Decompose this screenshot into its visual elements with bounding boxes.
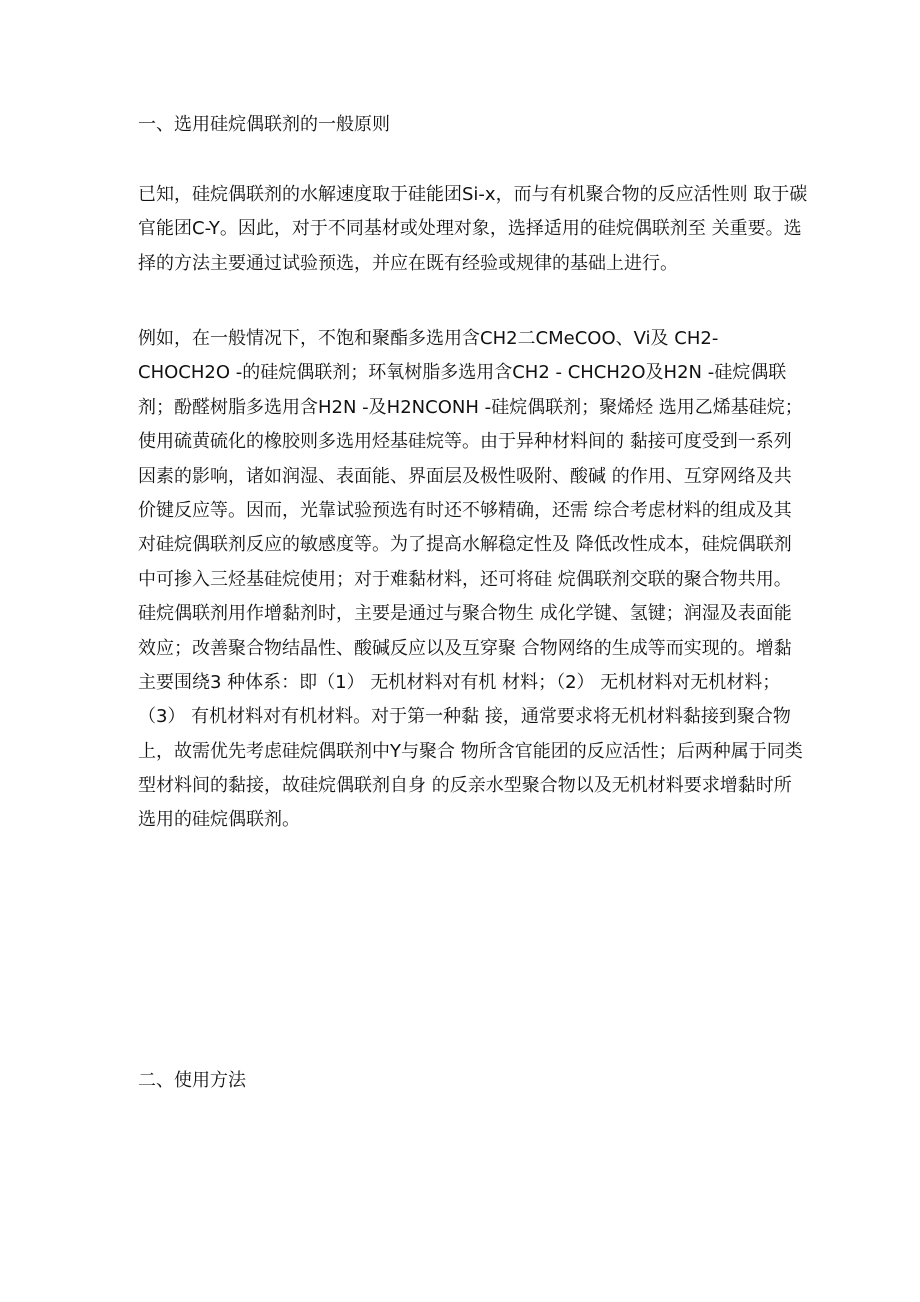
paragraph-2-line: 硅烷偶联剂用作增黏剂时，主要是通过与聚合物生 成化学键、氢键；润湿及表面能: [138, 603, 792, 625]
section-2-heading: 二、使用方法: [138, 1070, 246, 1091]
paragraph-1: [138, 178, 808, 281]
section-1-heading: 一、选用硅烷偶联剂的一般原则: [138, 114, 390, 135]
paragraph-1-line: 择的方法主要通过试验预选，并应在既有经验或规律的基础上进行。: [138, 252, 678, 274]
paragraph-2-line: 剂；酚醛树脂多选用含H2N -及H2NCONH -硅烷偶联剂；聚烯烃 选用乙烯基硅烷；: [138, 396, 803, 418]
paragraph-2-line: CHOCH2O -的硅烷偶联剂；环氧树脂多选用含CH2 - CHCH2O及H2N -硅烷偶联: [138, 362, 787, 384]
paragraph-2-line: [138, 872, 798, 906]
paragraph-2-line: [138, 907, 798, 941]
paragraph-2-line: （3） 有机材料对有机材料。对于第一种黏 接，通常要求将无机材料黏接到聚合物: [138, 706, 791, 728]
paragraph-2-line: 主要围绕3 种体系：即（1） 无机材料对有机 材料；（2） 无机材料对无机材料；: [138, 671, 781, 693]
paragraph-2-line: 因素的影响，诸如润湿、表面能、界面层及极性吸附、酸碱 的作用、互穿网络及共: [138, 465, 792, 487]
paragraph-2-line: 价键反应等。因而，光靠试验预选有时还不够精确，还需 综合考虑材料的组成及其: [138, 499, 792, 521]
paragraph-2-line: 中可掺入三烃基硅烷使用；对于难黏材料，还可将硅 烷偶联剂交联的聚合物共用。: [138, 568, 792, 590]
paragraph-2-line: 效应；改善聚合物结晶性、酸碱反应以及互穿聚 合物网络的生成等而实现的。增黏: [138, 637, 792, 659]
paragraph-2: [138, 322, 803, 1044]
paragraph-2-line: 选用的硅烷偶联剂。: [138, 809, 300, 831]
paragraph-2-line: [138, 1010, 798, 1044]
paragraph-1-line: 官能团C-Y。因此，对于不同基材或处理对象，选择适用的硅烷偶联剂至 关重要。选: [138, 218, 802, 240]
paragraph-2-line: [138, 838, 798, 872]
paragraph-2-line: 型材料间的黏接，故硅烷偶联剂自身 的反亲水型聚合物以及无机材料要求增黏时所: [138, 775, 792, 797]
paragraph-2-line: [138, 941, 798, 975]
paragraph-2-line: 上，故需优先考虑硅烷偶联剂中Y与聚合 物所含官能团的反应活性；后两种属于同类: [138, 740, 803, 762]
paragraph-2-line: 对硅烷偶联剂反应的敏感度等。为了提高水解稳定性及 降低改性成本，硅烷偶联剂: [138, 534, 792, 556]
paragraph-2-line: 例如，在一般情况下，不饱和聚酯多选用含CH2二CMeCOO、Vi及 CH2-: [138, 328, 719, 349]
paragraph-2-line: [138, 975, 798, 1009]
paragraph-2-line: 使用硫黄硫化的橡胶则多选用烃基硅烷等。由于异种材料间的 黏接可度受到一系列: [138, 431, 792, 453]
paragraph-1-line: 已知，硅烷偶联剂的水解速度取于硅能团Si-x，而与有机聚合物的反应活性则 取于碳: [138, 184, 808, 205]
